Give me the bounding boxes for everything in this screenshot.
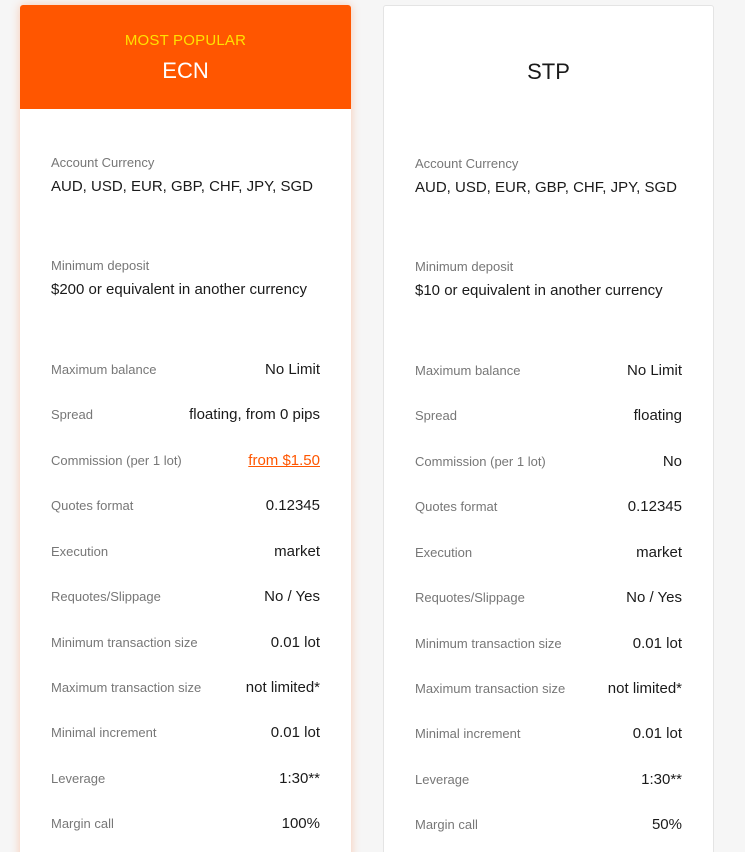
spec-value: not limited* [607, 680, 682, 697]
minimum-deposit-value: $200 or equivalent in another currency [51, 281, 307, 298]
spec-row [415, 635, 682, 652]
spec-label: Leverage [415, 772, 470, 787]
account-currency-stp [415, 156, 682, 196]
spec-label: Minimal increment [51, 725, 157, 740]
spec-label: Quotes format [415, 499, 498, 514]
minimum-deposit-value: $10 or equivalent in another currency [415, 282, 663, 299]
account-currency-value: AUD, USD, EUR, GBP, CHF, JPY, SGD [415, 179, 678, 196]
spec-label: Maximum transaction size [415, 681, 566, 696]
spec-label: Maximum balance [51, 362, 157, 377]
minimum-deposit-stp [415, 259, 682, 299]
spec-label: Spread [51, 407, 93, 422]
spec-value: 0.12345 [627, 498, 682, 515]
spec-row [51, 361, 320, 378]
spec-row [415, 498, 682, 515]
spec-label: Quotes format [51, 498, 134, 513]
spec-row [415, 453, 682, 470]
plan-header-stp [384, 6, 713, 110]
spec-value: No / Yes [264, 588, 320, 605]
spec-value: floating [633, 407, 682, 424]
spec-label: Execution [415, 545, 473, 560]
spec-label: Requotes/Slippage [51, 589, 161, 604]
spec-value: 0.01 lot [632, 635, 682, 652]
spec-row [51, 724, 320, 741]
account-currency-ecn [51, 155, 320, 195]
spec-value: market [274, 543, 320, 560]
spec-label: Leverage [51, 771, 106, 786]
spec-row [415, 362, 682, 379]
spec-row [415, 680, 682, 697]
account-currency-label: Account Currency [51, 155, 155, 170]
spec-row [415, 544, 682, 561]
spec-value: 100% [281, 815, 320, 832]
spec-row [415, 816, 682, 833]
spec-row [415, 589, 682, 606]
spec-value: floating, from 0 pips [189, 406, 320, 423]
spec-label: Minimal increment [415, 726, 521, 741]
spec-label: Maximum transaction size [51, 680, 202, 695]
minimum-deposit-label: Minimum deposit [415, 259, 514, 274]
plan-title-stp: STP [527, 59, 570, 84]
plan-header-ecn [20, 5, 351, 109]
most-popular-badge: MOST POPULAR [124, 32, 247, 49]
spec-label: Execution [51, 544, 109, 559]
spec-value: No [662, 453, 682, 470]
spec-value: 1:30** [641, 771, 682, 788]
spec-value: 0.12345 [265, 497, 320, 514]
spec-value: not limited* [245, 679, 320, 696]
spec-row [51, 497, 320, 514]
spec-row [415, 771, 682, 788]
spec-value: market [636, 544, 682, 561]
spec-label: Minimum transaction size [51, 635, 198, 650]
spec-label: Margin call [415, 817, 478, 832]
spec-value: 50% [651, 816, 682, 833]
spec-value: No Limit [264, 361, 320, 378]
spec-row [51, 406, 320, 423]
spec-label: Commission (per 1 lot) [415, 454, 546, 469]
spec-label: Margin call [51, 816, 114, 831]
spec-label: Commission (per 1 lot) [51, 453, 182, 468]
spec-row [51, 770, 320, 787]
spec-value: 1:30** [279, 770, 320, 787]
account-currency-value: AUD, USD, EUR, GBP, CHF, JPY, SGD [51, 178, 314, 195]
spec-row [415, 407, 682, 424]
spec-row [51, 588, 320, 605]
spec-label: Minimum transaction size [415, 636, 562, 651]
account-currency-label: Account Currency [415, 156, 519, 171]
plan-card-ecn [20, 5, 351, 852]
spec-row [51, 679, 320, 696]
spec-value: 0.01 lot [270, 634, 320, 651]
minimum-deposit-ecn [51, 258, 320, 298]
spec-row [51, 543, 320, 560]
plan-title-ecn: ECN [162, 58, 209, 83]
spec-row [415, 725, 682, 742]
spec-label: Maximum balance [415, 363, 521, 378]
spec-row [51, 634, 320, 651]
commission-link[interactable]: from $1.50 [248, 452, 320, 469]
spec-value: 0.01 lot [632, 725, 682, 742]
spec-value: No / Yes [626, 589, 682, 606]
spec-row [51, 452, 320, 469]
plan-card-stp [383, 5, 714, 852]
spec-value: 0.01 lot [270, 724, 320, 741]
spec-label: Spread [415, 408, 457, 423]
spec-value: No Limit [626, 362, 682, 379]
spec-label: Requotes/Slippage [415, 590, 525, 605]
spec-row [51, 815, 320, 832]
minimum-deposit-label: Minimum deposit [51, 258, 150, 273]
